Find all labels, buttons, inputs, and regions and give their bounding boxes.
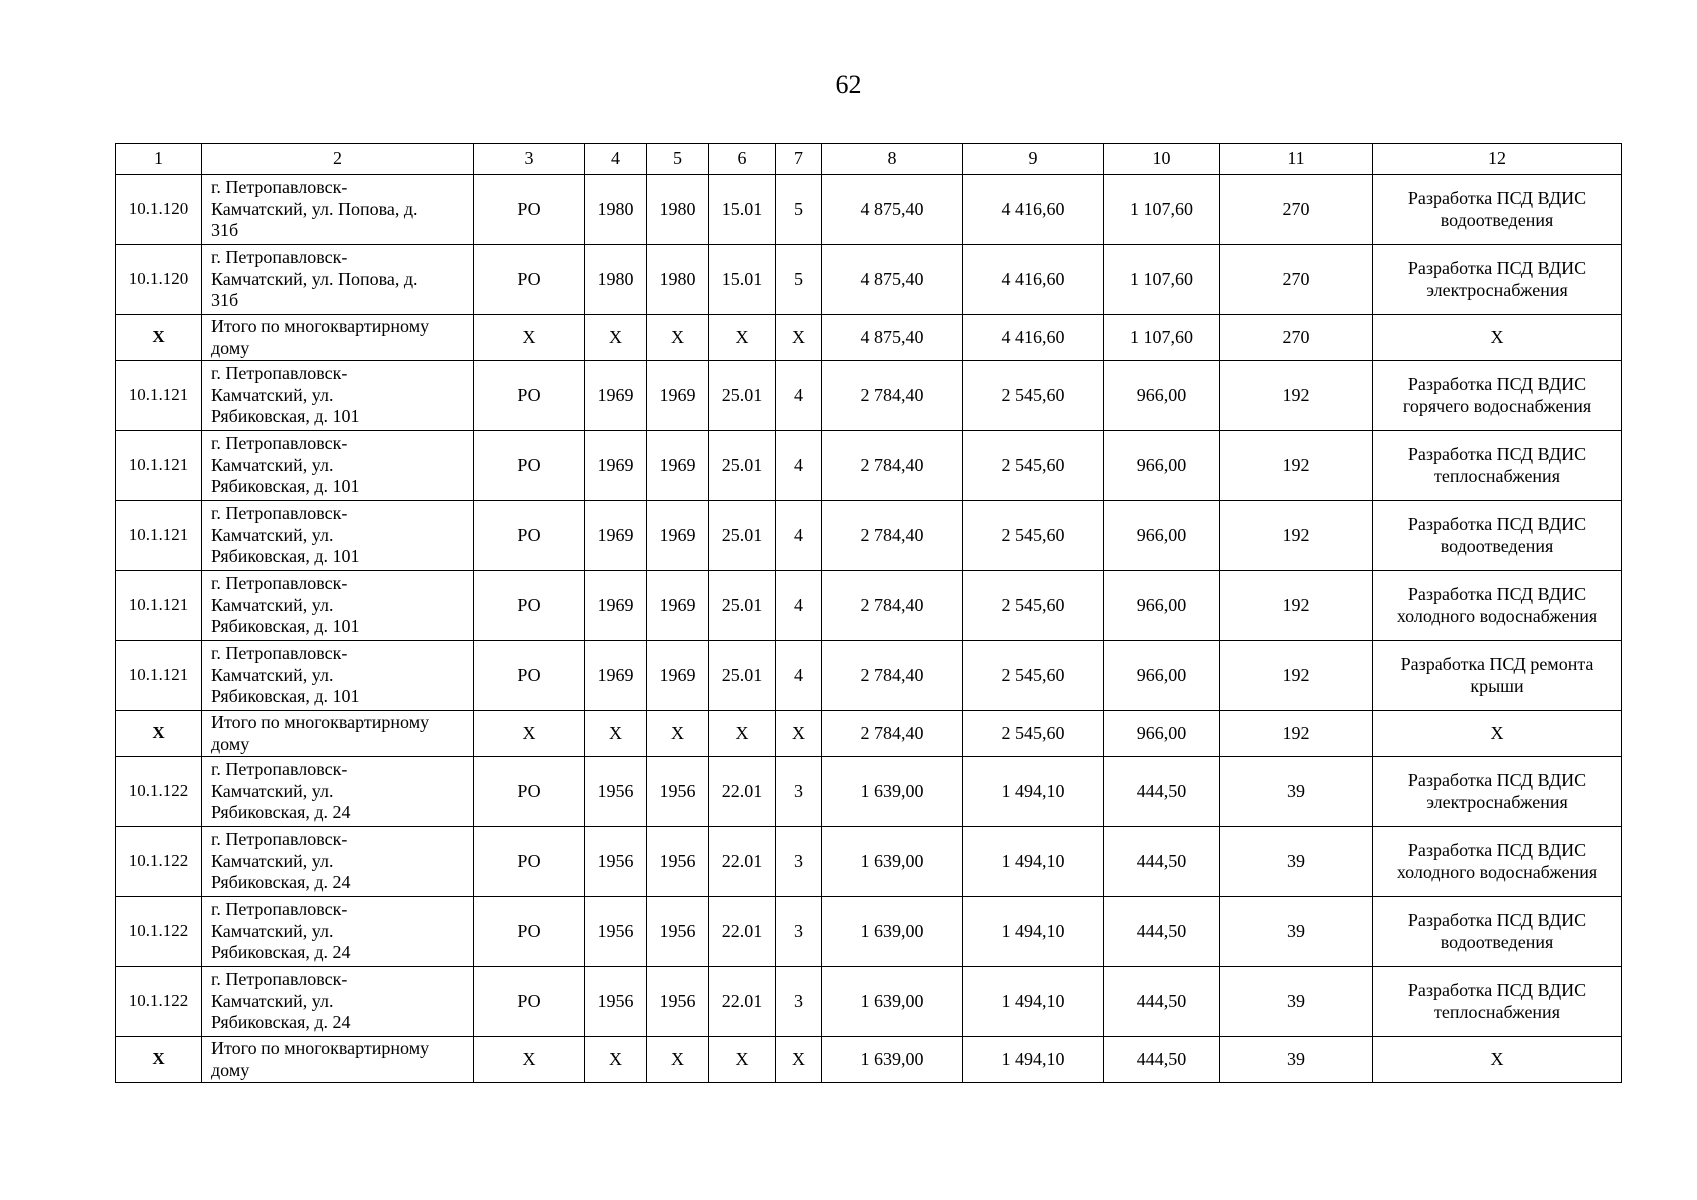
address-line: Камчатский, ул. bbox=[211, 920, 334, 941]
address-line: Камчатский, ул. bbox=[211, 524, 334, 545]
column-number-9: 9 bbox=[963, 144, 1104, 175]
column-5-cell: X bbox=[647, 711, 709, 757]
work-type-cell: Разработка ПСД ремонта крыши bbox=[1373, 641, 1622, 711]
column-number-8: 8 bbox=[822, 144, 963, 175]
column-7-cell: 3 bbox=[776, 967, 822, 1037]
address-cell bbox=[202, 315, 474, 361]
column-7-cell: 3 bbox=[776, 827, 822, 897]
column-5-cell: 1969 bbox=[647, 431, 709, 501]
column-3-cell: РО bbox=[474, 245, 585, 315]
table-row bbox=[116, 827, 1622, 897]
address-cell bbox=[202, 1037, 474, 1083]
column-5-cell: X bbox=[647, 315, 709, 361]
column-7-cell: 5 bbox=[776, 245, 822, 315]
column-3-cell: X bbox=[474, 711, 585, 757]
column-8-cell: 4 875,40 bbox=[822, 175, 963, 245]
column-7-cell: 4 bbox=[776, 361, 822, 431]
column-11-cell: 192 bbox=[1220, 571, 1373, 641]
item-code-cell: 10.1.120 bbox=[116, 175, 202, 245]
column-3-cell: РО bbox=[474, 967, 585, 1037]
column-8-cell: 4 875,40 bbox=[822, 315, 963, 361]
column-6-cell: 25.01 bbox=[709, 641, 776, 711]
total-row bbox=[116, 711, 1622, 757]
address-line: г. Петропавловск- bbox=[211, 573, 348, 594]
column-7-cell: 4 bbox=[776, 501, 822, 571]
column-number-10: 10 bbox=[1104, 144, 1220, 175]
address-line: Камчатский, ул. bbox=[211, 594, 334, 615]
address-line: Рябиковская, д. 101 bbox=[211, 476, 360, 497]
work-type-cell: Разработка ПСД ВДИС электроснабжения bbox=[1373, 245, 1622, 315]
column-8-cell: 2 784,40 bbox=[822, 711, 963, 757]
table-row bbox=[116, 641, 1622, 711]
column-4-cell: 1969 bbox=[585, 641, 647, 711]
column-7-cell: X bbox=[776, 711, 822, 757]
column-4-cell: 1969 bbox=[585, 361, 647, 431]
work-type-cell: X bbox=[1373, 711, 1622, 757]
column-3-cell: РО bbox=[474, 571, 585, 641]
column-9-cell: 1 494,10 bbox=[963, 757, 1104, 827]
column-8-cell: 2 784,40 bbox=[822, 501, 963, 571]
total-row bbox=[116, 315, 1622, 361]
table-row bbox=[116, 757, 1622, 827]
column-6-cell: 25.01 bbox=[709, 501, 776, 571]
work-type-cell: Разработка ПСД ВДИС водоотведения bbox=[1373, 501, 1622, 571]
address-line: Камчатский, ул. bbox=[211, 454, 334, 475]
item-code-cell: 10.1.121 bbox=[116, 571, 202, 641]
column-number-2: 2 bbox=[202, 144, 474, 175]
column-8-cell: 1 639,00 bbox=[822, 757, 963, 827]
column-4-cell: 1956 bbox=[585, 757, 647, 827]
address-line: Итого по многоквартирному bbox=[211, 315, 430, 336]
page-number: 62 bbox=[835, 70, 862, 99]
column-6-cell: X bbox=[709, 315, 776, 361]
column-6-cell: 22.01 bbox=[709, 757, 776, 827]
address-line: дому bbox=[211, 733, 250, 754]
item-code-cell: X bbox=[116, 1037, 202, 1083]
column-4-cell: 1969 bbox=[585, 431, 647, 501]
address-line: г. Петропавловск- bbox=[211, 759, 348, 780]
column-3-cell: РО bbox=[474, 361, 585, 431]
column-5-cell: 1956 bbox=[647, 757, 709, 827]
column-11-cell: 39 bbox=[1220, 827, 1373, 897]
column-10-cell: 444,50 bbox=[1104, 967, 1220, 1037]
column-3-cell: РО bbox=[474, 431, 585, 501]
item-code-cell: 10.1.121 bbox=[116, 501, 202, 571]
column-number-11: 11 bbox=[1220, 144, 1373, 175]
item-code-cell: X bbox=[116, 315, 202, 361]
column-4-cell: X bbox=[585, 315, 647, 361]
column-11-cell: 192 bbox=[1220, 641, 1373, 711]
column-9-cell: 4 416,60 bbox=[963, 245, 1104, 315]
work-type-cell: Разработка ПСД ВДИС электроснабжения bbox=[1373, 757, 1622, 827]
column-8-cell: 2 784,40 bbox=[822, 361, 963, 431]
column-9-cell: 1 494,10 bbox=[963, 967, 1104, 1037]
column-10-cell: 444,50 bbox=[1104, 897, 1220, 967]
address-cell bbox=[202, 757, 474, 827]
column-4-cell: 1980 bbox=[585, 175, 647, 245]
work-type-cell: Разработка ПСД ВДИС теплоснабжения bbox=[1373, 967, 1622, 1037]
column-6-cell: X bbox=[709, 1037, 776, 1083]
column-4-cell: 1956 bbox=[585, 967, 647, 1037]
address-cell bbox=[202, 501, 474, 571]
column-number-1: 1 bbox=[116, 144, 202, 175]
column-9-cell: 4 416,60 bbox=[963, 315, 1104, 361]
column-9-cell: 2 545,60 bbox=[963, 711, 1104, 757]
work-type-cell: Разработка ПСД ВДИС холодного водоснабжения bbox=[1373, 571, 1622, 641]
table-body bbox=[116, 144, 1622, 1083]
column-10-cell: 966,00 bbox=[1104, 501, 1220, 571]
address-line: г. Петропавловск- bbox=[211, 829, 348, 850]
address-line: Рябиковская, д. 24 bbox=[211, 802, 351, 823]
column-11-cell: 192 bbox=[1220, 431, 1373, 501]
address-line: г. Петропавловск- bbox=[211, 433, 348, 454]
address-line: Камчатский, ул. bbox=[211, 664, 334, 685]
table-row bbox=[116, 175, 1622, 245]
column-4-cell: X bbox=[585, 711, 647, 757]
column-5-cell: 1969 bbox=[647, 571, 709, 641]
column-7-cell: 3 bbox=[776, 757, 822, 827]
work-type-cell: Разработка ПСД ВДИС горячего водоснабжения bbox=[1373, 361, 1622, 431]
column-3-cell: X bbox=[474, 315, 585, 361]
column-3-cell: РО bbox=[474, 501, 585, 571]
column-11-cell: 192 bbox=[1220, 361, 1373, 431]
column-3-cell: X bbox=[474, 1037, 585, 1083]
column-11-cell: 192 bbox=[1220, 711, 1373, 757]
column-number-6: 6 bbox=[709, 144, 776, 175]
work-type-cell: Разработка ПСД ВДИС теплоснабжения bbox=[1373, 431, 1622, 501]
column-number-3: 3 bbox=[474, 144, 585, 175]
column-4-cell: 1969 bbox=[585, 501, 647, 571]
column-5-cell: 1969 bbox=[647, 361, 709, 431]
column-11-cell: 39 bbox=[1220, 1037, 1373, 1083]
item-code-cell: 10.1.121 bbox=[116, 641, 202, 711]
column-10-cell: 966,00 bbox=[1104, 431, 1220, 501]
address-cell bbox=[202, 175, 474, 245]
address-line: Камчатский, ул. Попова, д. bbox=[211, 268, 418, 289]
column-4-cell: 1980 bbox=[585, 245, 647, 315]
column-10-cell: 444,50 bbox=[1104, 757, 1220, 827]
address-line: г. Петропавловск- bbox=[211, 503, 348, 524]
item-code-cell: 10.1.121 bbox=[116, 431, 202, 501]
column-7-cell: 4 bbox=[776, 431, 822, 501]
column-11-cell: 39 bbox=[1220, 897, 1373, 967]
item-code-cell: 10.1.122 bbox=[116, 967, 202, 1037]
column-8-cell: 1 639,00 bbox=[822, 967, 963, 1037]
column-7-cell: 3 bbox=[776, 897, 822, 967]
address-line: дому bbox=[211, 337, 250, 358]
address-line: Камчатский, ул. bbox=[211, 990, 334, 1011]
column-6-cell: X bbox=[709, 711, 776, 757]
column-number-7: 7 bbox=[776, 144, 822, 175]
column-9-cell: 4 416,60 bbox=[963, 175, 1104, 245]
column-7-cell: 5 bbox=[776, 175, 822, 245]
address-cell bbox=[202, 431, 474, 501]
column-4-cell: 1969 bbox=[585, 571, 647, 641]
column-9-cell: 2 545,60 bbox=[963, 501, 1104, 571]
item-code-cell: 10.1.120 bbox=[116, 245, 202, 315]
column-8-cell: 2 784,40 bbox=[822, 571, 963, 641]
column-8-cell: 1 639,00 bbox=[822, 1037, 963, 1083]
column-3-cell: РО bbox=[474, 641, 585, 711]
total-row bbox=[116, 1037, 1622, 1083]
column-6-cell: 25.01 bbox=[709, 571, 776, 641]
column-10-cell: 966,00 bbox=[1104, 711, 1220, 757]
column-number-5: 5 bbox=[647, 144, 709, 175]
table-row bbox=[116, 431, 1622, 501]
table-row bbox=[116, 967, 1622, 1037]
column-4-cell: 1956 bbox=[585, 827, 647, 897]
column-6-cell: 15.01 bbox=[709, 175, 776, 245]
address-line: Камчатский, ул. bbox=[211, 850, 334, 871]
column-5-cell: 1956 bbox=[647, 967, 709, 1037]
address-line: Рябиковская, д. 24 bbox=[211, 872, 351, 893]
column-7-cell: X bbox=[776, 1037, 822, 1083]
column-6-cell: 22.01 bbox=[709, 827, 776, 897]
address-line: Рябиковская, д. 101 bbox=[211, 686, 360, 707]
column-10-cell: 966,00 bbox=[1104, 571, 1220, 641]
column-9-cell: 2 545,60 bbox=[963, 431, 1104, 501]
column-number-4: 4 bbox=[585, 144, 647, 175]
address-line: г. Петропавловск- bbox=[211, 363, 348, 384]
column-number-12: 12 bbox=[1373, 144, 1622, 175]
work-type-cell: Разработка ПСД ВДИС водоотведения bbox=[1373, 175, 1622, 245]
column-7-cell: X bbox=[776, 315, 822, 361]
item-code-cell: 10.1.122 bbox=[116, 827, 202, 897]
address-line: Итого по многоквартирному bbox=[211, 711, 430, 732]
address-line: Рябиковская, д. 24 bbox=[211, 1012, 351, 1033]
address-cell bbox=[202, 827, 474, 897]
work-type-cell: X bbox=[1373, 315, 1622, 361]
address-line: дому bbox=[211, 1059, 250, 1080]
address-line: Камчатский, ул. Попова, д. bbox=[211, 198, 418, 219]
address-line: г. Петропавловск- bbox=[211, 969, 348, 990]
column-5-cell: 1980 bbox=[647, 175, 709, 245]
address-line: г. Петропавловск- bbox=[211, 247, 348, 268]
column-9-cell: 1 494,10 bbox=[963, 897, 1104, 967]
item-code-cell: 10.1.122 bbox=[116, 757, 202, 827]
column-5-cell: 1956 bbox=[647, 897, 709, 967]
column-9-cell: 2 545,60 bbox=[963, 641, 1104, 711]
column-10-cell: 1 107,60 bbox=[1104, 175, 1220, 245]
address-line: 31б bbox=[211, 290, 239, 311]
address-cell bbox=[202, 897, 474, 967]
work-type-cell: X bbox=[1373, 1037, 1622, 1083]
column-3-cell: РО bbox=[474, 175, 585, 245]
column-7-cell: 4 bbox=[776, 571, 822, 641]
column-10-cell: 966,00 bbox=[1104, 641, 1220, 711]
column-5-cell: 1969 bbox=[647, 641, 709, 711]
address-line: 31б bbox=[211, 220, 239, 241]
column-8-cell: 4 875,40 bbox=[822, 245, 963, 315]
column-10-cell: 444,50 bbox=[1104, 1037, 1220, 1083]
column-8-cell: 2 784,40 bbox=[822, 431, 963, 501]
work-type-cell: Разработка ПСД ВДИС водоотведения bbox=[1373, 897, 1622, 967]
address-line: г. Петропавловск- bbox=[211, 177, 348, 198]
column-9-cell: 1 494,10 bbox=[963, 1037, 1104, 1083]
column-7-cell: 4 bbox=[776, 641, 822, 711]
address-cell bbox=[202, 571, 474, 641]
address-line: Камчатский, ул. bbox=[211, 780, 334, 801]
column-9-cell: 2 545,60 bbox=[963, 571, 1104, 641]
address-line: Рябиковская, д. 24 bbox=[211, 942, 351, 963]
column-11-cell: 192 bbox=[1220, 501, 1373, 571]
address-line: г. Петропавловск- bbox=[211, 899, 348, 920]
column-5-cell: 1980 bbox=[647, 245, 709, 315]
column-3-cell: РО bbox=[474, 827, 585, 897]
address-cell bbox=[202, 711, 474, 757]
item-code-cell: 10.1.122 bbox=[116, 897, 202, 967]
address-line: Рябиковская, д. 101 bbox=[211, 406, 360, 427]
table-row bbox=[116, 897, 1622, 967]
column-9-cell: 1 494,10 bbox=[963, 827, 1104, 897]
column-5-cell: 1969 bbox=[647, 501, 709, 571]
item-code-cell: X bbox=[116, 711, 202, 757]
column-4-cell: X bbox=[585, 1037, 647, 1083]
column-8-cell: 1 639,00 bbox=[822, 827, 963, 897]
address-line: Камчатский, ул. bbox=[211, 384, 334, 405]
column-10-cell: 1 107,60 bbox=[1104, 245, 1220, 315]
address-cell bbox=[202, 641, 474, 711]
column-3-cell: РО bbox=[474, 897, 585, 967]
column-6-cell: 15.01 bbox=[709, 245, 776, 315]
address-cell bbox=[202, 361, 474, 431]
table-row bbox=[116, 501, 1622, 571]
column-11-cell: 270 bbox=[1220, 315, 1373, 361]
address-line: Рябиковская, д. 101 bbox=[211, 616, 360, 637]
column-8-cell: 2 784,40 bbox=[822, 641, 963, 711]
column-6-cell: 25.01 bbox=[709, 431, 776, 501]
column-5-cell: X bbox=[647, 1037, 709, 1083]
column-number-row bbox=[116, 144, 1622, 175]
table-row bbox=[116, 245, 1622, 315]
address-cell bbox=[202, 245, 474, 315]
housing-works-table bbox=[115, 143, 1622, 1083]
column-11-cell: 270 bbox=[1220, 175, 1373, 245]
work-type-cell: Разработка ПСД ВДИС холодного водоснабжения bbox=[1373, 827, 1622, 897]
column-8-cell: 1 639,00 bbox=[822, 897, 963, 967]
column-11-cell: 39 bbox=[1220, 967, 1373, 1037]
column-10-cell: 966,00 bbox=[1104, 361, 1220, 431]
column-11-cell: 270 bbox=[1220, 245, 1373, 315]
item-code-cell: 10.1.121 bbox=[116, 361, 202, 431]
address-line: г. Петропавловск- bbox=[211, 643, 348, 664]
column-6-cell: 22.01 bbox=[709, 897, 776, 967]
column-4-cell: 1956 bbox=[585, 897, 647, 967]
table-row bbox=[116, 361, 1622, 431]
address-line: Итого по многоквартирному bbox=[211, 1037, 430, 1058]
column-6-cell: 25.01 bbox=[709, 361, 776, 431]
column-6-cell: 22.01 bbox=[709, 967, 776, 1037]
column-5-cell: 1956 bbox=[647, 827, 709, 897]
address-line: Рябиковская, д. 101 bbox=[211, 546, 360, 567]
column-11-cell: 39 bbox=[1220, 757, 1373, 827]
column-10-cell: 1 107,60 bbox=[1104, 315, 1220, 361]
column-9-cell: 2 545,60 bbox=[963, 361, 1104, 431]
column-10-cell: 444,50 bbox=[1104, 827, 1220, 897]
column-3-cell: РО bbox=[474, 757, 585, 827]
address-cell bbox=[202, 967, 474, 1037]
table-row bbox=[116, 571, 1622, 641]
